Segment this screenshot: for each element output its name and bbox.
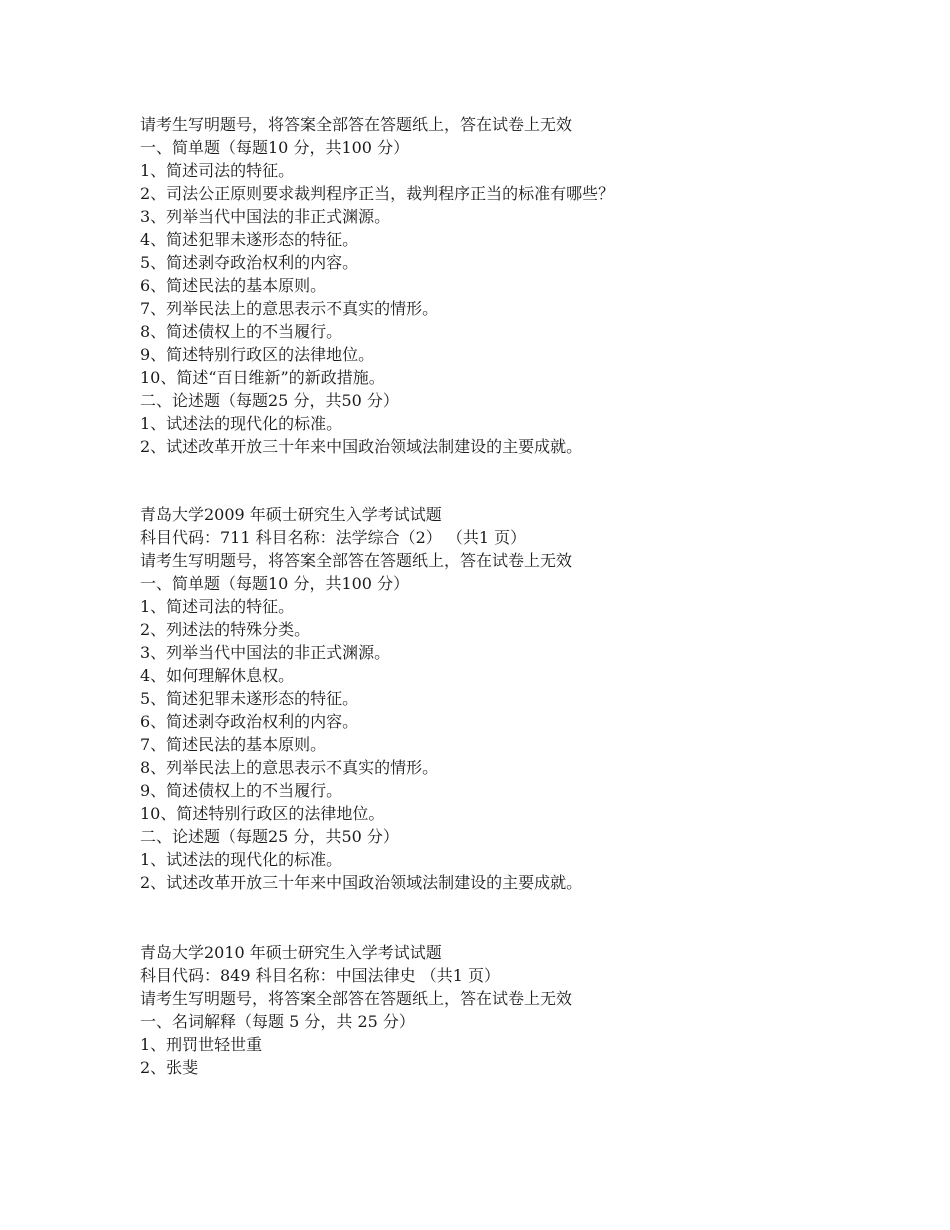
question-item: 8、简述债权上的不当履行。 bbox=[140, 322, 343, 341]
question-item: 6、简述民法的基本原则。 bbox=[140, 276, 327, 295]
question-item: 10、简述“百日维新”的新政措施。 bbox=[140, 368, 385, 387]
question-item: 2、试述改革开放三十年来中国政治领域法制建设的主要成就。 bbox=[140, 873, 583, 892]
exam-title: 青岛大学2010 年硕士研究生入学考试试题 bbox=[140, 943, 442, 962]
section-heading: 二、论述题（每题25 分，共50 分） bbox=[140, 827, 399, 846]
section-heading: 一、简单题（每题10 分，共100 分） bbox=[140, 138, 410, 157]
question-item: 3、列举当代中国法的非正式渊源。 bbox=[140, 207, 391, 226]
instruction-line: 请考生写明题号，将答案全部答在答题纸上，答在试卷上无效 bbox=[140, 551, 573, 570]
question-item: 5、简述犯罪未遂形态的特征。 bbox=[140, 689, 359, 708]
section-heading: 一、简单题（每题10 分，共100 分） bbox=[140, 574, 410, 593]
question-item: 2、司法公正原则要求裁判程序正当，裁判程序正当的标准有哪些？ bbox=[140, 184, 615, 203]
question-item: 2、列述法的特殊分类。 bbox=[140, 620, 311, 639]
section-spacer bbox=[140, 458, 920, 503]
question-item: 7、简述民法的基本原则。 bbox=[140, 735, 327, 754]
section-heading: 一、名词解释（每题 5 分，共 25 分） bbox=[140, 1012, 415, 1031]
subject-info: 科目代码：711 科目名称：法学综合（2） （共1 页） bbox=[140, 528, 527, 547]
question-item: 9、简述债权上的不当履行。 bbox=[140, 781, 343, 800]
question-item: 8、列举民法上的意思表示不真实的情形。 bbox=[140, 758, 439, 777]
exam-title: 青岛大学2009 年硕士研究生入学考试试题 bbox=[140, 505, 442, 524]
question-item: 3、列举当代中国法的非正式渊源。 bbox=[140, 643, 391, 662]
question-item: 1、试述法的现代化的标准。 bbox=[140, 850, 343, 869]
question-item: 1、简述司法的特征。 bbox=[140, 597, 295, 616]
question-item: 10、简述特别行政区的法律地位。 bbox=[140, 804, 385, 823]
question-item: 9、简述特别行政区的法律地位。 bbox=[140, 345, 375, 364]
section-heading: 二、论述题（每题25 分，共50 分） bbox=[140, 391, 399, 410]
question-item: 7、列举民法上的意思表示不真实的情形。 bbox=[140, 299, 439, 318]
question-item: 4、如何理解休息权。 bbox=[140, 666, 295, 685]
question-item: 6、简述剥夺政治权利的内容。 bbox=[140, 712, 359, 731]
subject-info: 科目代码：849 科目名称：中国法律史 （共1 页） bbox=[140, 966, 500, 985]
exam-section-1 bbox=[140, 113, 920, 458]
exam-section-2009 bbox=[140, 503, 920, 894]
section-spacer bbox=[140, 894, 920, 941]
question-item: 2、试述改革开放三十年来中国政治领域法制建设的主要成就。 bbox=[140, 437, 583, 456]
exam-document bbox=[140, 113, 920, 1079]
instruction-line: 请考生写明题号，将答案全部答在答题纸上，答在试卷上无效 bbox=[140, 989, 573, 1008]
question-item: 1、简述司法的特征。 bbox=[140, 161, 295, 180]
instruction-line: 请考生写明题号，将答案全部答在答题纸上，答在试卷上无效 bbox=[140, 115, 573, 134]
question-item: 1、刑罚世轻世重 bbox=[140, 1035, 263, 1054]
question-item: 5、简述剥夺政治权利的内容。 bbox=[140, 253, 359, 272]
question-item: 2、张斐 bbox=[140, 1058, 199, 1077]
exam-section-2010 bbox=[140, 941, 920, 1079]
question-item: 1、试述法的现代化的标准。 bbox=[140, 414, 343, 433]
question-item: 4、简述犯罪未遂形态的特征。 bbox=[140, 230, 359, 249]
